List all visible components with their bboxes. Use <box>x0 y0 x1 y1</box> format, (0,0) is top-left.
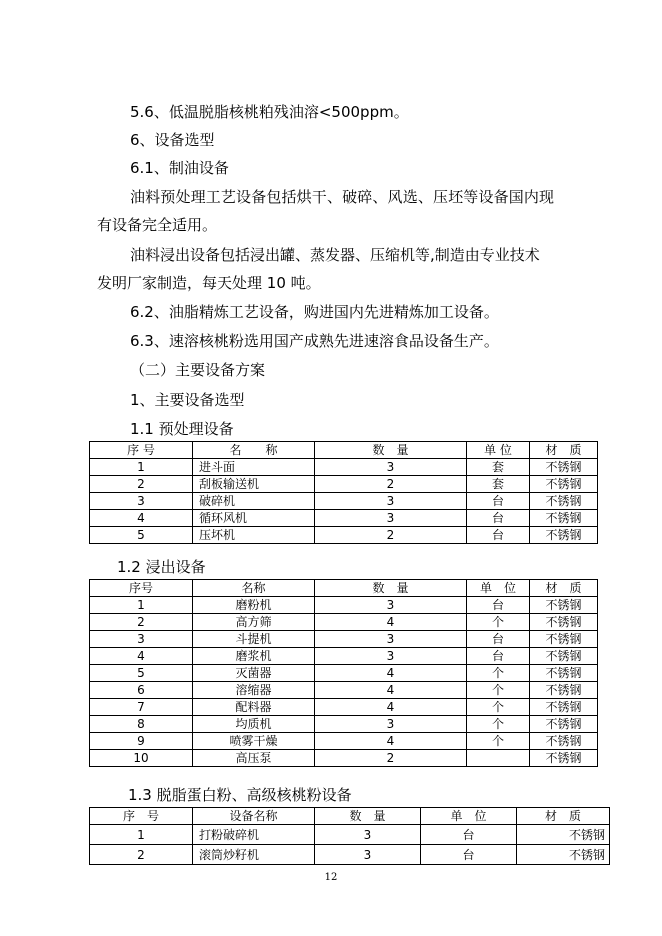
col-header-unit: 单 位 <box>467 442 530 459</box>
table-row <box>90 665 598 682</box>
cell-qty: 4 <box>315 733 467 750</box>
cell-unit: 台 <box>421 845 517 865</box>
cell-index: 2 <box>90 476 193 493</box>
col-header-name: 名称 <box>193 580 315 597</box>
cell-name: 压坏机 <box>193 527 315 544</box>
heading-6-1: 6.1、制油设备 <box>130 159 229 177</box>
cell-unit: 台 <box>467 597 530 614</box>
col-header-index: 序 号 <box>90 808 193 825</box>
table-row <box>90 614 598 631</box>
cell-index: 6 <box>90 682 193 699</box>
cell-qty: 3 <box>315 493 467 510</box>
cell-unit: 套 <box>467 459 530 476</box>
col-header-name: 名 称 <box>193 442 315 459</box>
cell-material: 不锈钢 <box>530 631 598 648</box>
cell-unit: 台 <box>421 825 517 845</box>
cell-index: 5 <box>90 527 193 544</box>
heading-main-equipment-plan: （二）主要设备方案 <box>130 361 266 379</box>
cell-index: 9 <box>90 733 193 750</box>
table-row <box>90 750 598 767</box>
cell-unit: 个 <box>467 614 530 631</box>
col-header-qty: 数 量 <box>315 442 467 459</box>
col-header-index: 序 号 <box>90 442 193 459</box>
cell-index: 2 <box>90 614 193 631</box>
cell-qty: 3 <box>315 510 467 527</box>
cell-name: 配料器 <box>193 699 315 716</box>
cell-material: 不锈钢 <box>530 597 598 614</box>
paragraph-6-2: 6.2、油脂精炼工艺设备，购进国内先进精炼加工设备。 <box>130 303 499 321</box>
col-header-unit: 单 位 <box>467 580 530 597</box>
paragraph-extraction-2: 发明厂家制造，每天处理 10 吨。 <box>97 274 321 292</box>
cell-index: 1 <box>90 825 193 845</box>
cell-index: 3 <box>90 631 193 648</box>
cell-index: 4 <box>90 510 193 527</box>
table-row <box>90 631 598 648</box>
col-header-material: 材 质 <box>517 808 610 825</box>
cell-unit: 台 <box>467 493 530 510</box>
cell-index: 2 <box>90 845 193 865</box>
paragraph-6-3: 6.3、速溶核桃粉选用国产成熟先进速溶食品设备生产。 <box>130 332 499 350</box>
cell-name: 进斗面 <box>193 459 315 476</box>
table1-caption: 1.1 预处理设备 <box>130 420 234 438</box>
cell-material: 不锈钢 <box>530 699 598 716</box>
cell-material: 不锈钢 <box>530 716 598 733</box>
paragraph-extraction-1: 油料浸出设备包括浸出罐、蒸发器、压缩机等,制造由专业技术 <box>130 246 540 264</box>
cell-material: 不锈钢 <box>530 510 598 527</box>
cell-qty: 4 <box>315 699 467 716</box>
cell-material: 不锈钢 <box>530 665 598 682</box>
cell-name: 喷雾干燥 <box>193 733 315 750</box>
cell-material: 不锈钢 <box>530 493 598 510</box>
cell-name: 高压泵 <box>193 750 315 767</box>
cell-material: 不锈钢 <box>530 733 598 750</box>
cell-index: 10 <box>90 750 193 767</box>
table-pretreatment-equipment <box>89 441 598 544</box>
cell-unit: 个 <box>467 716 530 733</box>
table-protein-powder-equipment <box>89 807 610 865</box>
table-extraction-equipment <box>89 579 598 767</box>
table-row <box>90 825 610 845</box>
page-number: 12 <box>324 872 338 883</box>
cell-material: 不锈钢 <box>517 845 610 865</box>
cell-index: 8 <box>90 716 193 733</box>
table-row <box>90 682 598 699</box>
cell-qty: 2 <box>315 527 467 544</box>
cell-name: 滚筒炒籽机 <box>193 845 315 865</box>
cell-material: 不锈钢 <box>530 682 598 699</box>
cell-qty: 4 <box>315 682 467 699</box>
cell-index: 5 <box>90 665 193 682</box>
table-row <box>90 716 598 733</box>
cell-name: 磨浆机 <box>193 648 315 665</box>
table-row <box>90 493 598 510</box>
col-header-material: 材 质 <box>530 580 598 597</box>
cell-qty: 3 <box>315 825 421 845</box>
cell-name: 刮板输送机 <box>193 476 315 493</box>
table-row <box>90 597 598 614</box>
cell-unit: 套 <box>467 476 530 493</box>
table-row <box>90 733 598 750</box>
cell-unit: 个 <box>467 699 530 716</box>
table-row <box>90 648 598 665</box>
cell-unit: 台 <box>467 527 530 544</box>
table-row <box>90 510 598 527</box>
cell-index: 3 <box>90 493 193 510</box>
cell-unit: 个 <box>467 733 530 750</box>
cell-qty: 4 <box>315 665 467 682</box>
cell-material: 不锈钢 <box>530 459 598 476</box>
table2-caption: 1.2 浸出设备 <box>117 558 206 576</box>
table-header-row <box>90 808 610 825</box>
table-row <box>90 476 598 493</box>
cell-name: 破碎机 <box>193 493 315 510</box>
cell-name: 磨粉机 <box>193 597 315 614</box>
table-row <box>90 527 598 544</box>
col-header-material: 材 质 <box>530 442 598 459</box>
cell-unit: 个 <box>467 665 530 682</box>
cell-qty: 3 <box>315 631 467 648</box>
col-header-name: 设备名称 <box>193 808 315 825</box>
cell-unit <box>467 750 530 767</box>
cell-material: 不锈钢 <box>530 527 598 544</box>
table-row <box>90 459 598 476</box>
table3-caption: 1.3 脱脂蛋白粉、高级核桃粉设备 <box>128 786 352 804</box>
paragraph-pretreatment-2: 有设备完全适用。 <box>97 216 218 234</box>
cell-index: 1 <box>90 459 193 476</box>
cell-unit: 台 <box>467 631 530 648</box>
heading-6: 6、设备选型 <box>130 131 215 149</box>
cell-name: 灭菌器 <box>193 665 315 682</box>
cell-unit: 个 <box>467 682 530 699</box>
cell-index: 1 <box>90 597 193 614</box>
cell-index: 4 <box>90 648 193 665</box>
cell-name: 均质机 <box>193 716 315 733</box>
cell-qty: 2 <box>315 476 467 493</box>
cell-name: 打粉破碎机 <box>193 825 315 845</box>
col-header-unit: 单 位 <box>421 808 517 825</box>
cell-qty: 4 <box>315 614 467 631</box>
cell-unit: 台 <box>467 510 530 527</box>
cell-name: 循环风机 <box>193 510 315 527</box>
cell-name: 高方筛 <box>193 614 315 631</box>
paragraph-pretreatment-1: 油料预处理工艺设备包括烘干、破碎、风选、压坯等设备国内现 <box>130 188 555 206</box>
paragraph-5-6: 5.6、低温脱脂核桃粕残油溶<500ppm。 <box>130 103 409 121</box>
cell-material: 不锈钢 <box>517 825 610 845</box>
table-row <box>90 845 610 865</box>
cell-qty: 2 <box>315 750 467 767</box>
table-row <box>90 699 598 716</box>
table-header-row <box>90 442 598 459</box>
cell-unit: 台 <box>467 648 530 665</box>
cell-name: 斗提机 <box>193 631 315 648</box>
cell-qty: 3 <box>315 648 467 665</box>
cell-name: 溶缩器 <box>193 682 315 699</box>
cell-material: 不锈钢 <box>530 648 598 665</box>
cell-index: 7 <box>90 699 193 716</box>
cell-qty: 3 <box>315 716 467 733</box>
col-header-qty: 数 量 <box>315 808 421 825</box>
cell-qty: 3 <box>315 597 467 614</box>
col-header-index: 序号 <box>90 580 193 597</box>
cell-qty: 3 <box>315 459 467 476</box>
cell-material: 不锈钢 <box>530 614 598 631</box>
cell-material: 不锈钢 <box>530 750 598 767</box>
col-header-qty: 数 量 <box>315 580 467 597</box>
table-header-row <box>90 580 598 597</box>
cell-material: 不锈钢 <box>530 476 598 493</box>
heading-equipment-selection: 1、主要设备选型 <box>130 391 245 409</box>
cell-qty: 3 <box>315 845 421 865</box>
